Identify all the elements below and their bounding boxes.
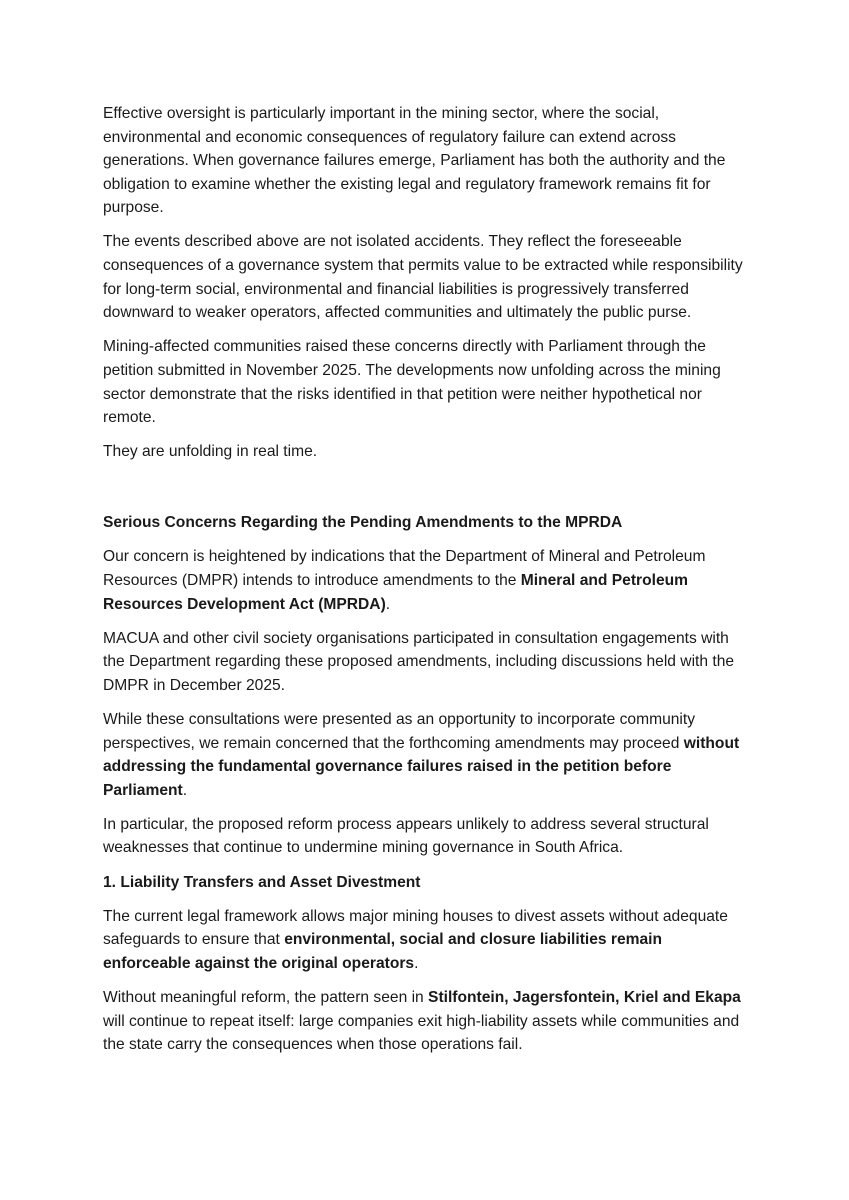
document-page xyxy=(103,102,753,1067)
paragraph-without-reform xyxy=(103,986,753,1057)
paragraph-consultations-concern xyxy=(103,708,753,802)
text-run: . xyxy=(385,595,391,613)
paragraph-legal-framework xyxy=(103,905,753,976)
text-run: Without meaningful reform, the pattern seen in xyxy=(103,988,429,1006)
paragraph-dmpr-amendments xyxy=(103,545,753,616)
paragraph-oversight: Effective oversight is particularly important in the mining sector, where the social, environmental and economic consequences of regulatory failure can extend across generations. When governance failures emerge, Parliament has both the authority and the obligation to examine whether the existing legal and regulatory framework remains fit for purpose. xyxy=(103,105,726,217)
text-run: . xyxy=(182,781,188,799)
bold-text-run: Mineral and Petroleum Resources Development Act (MPRDA) xyxy=(103,572,689,613)
bold-text-run: without addressing the fundamental governance failures raised in the petition before Parliament xyxy=(103,734,740,799)
text-run: will continue to repeat itself: large companies exit high-liability assets while communities and the state carry the consequences when those operations fail. xyxy=(103,1012,740,1054)
paragraph-communities: Mining-affected communities raised these concerns directly with Parliament through the petition submitted in November 2025. The developments now unfolding across the mining sector demonstrate that the risks identified in that petition were neither hypothetical nor remote. xyxy=(103,338,721,427)
text-run: While these consultations were presented as an opportunity to incorporate community perspectives, we remain concerned that the forthcoming amendments may proceed xyxy=(103,710,696,752)
paragraph-events: The events described above are not isolated accidents. They reflect the foreseeable consequences of a governance system that permits value to be extracted while responsibility for long-term social, environmental and financial liabilities is progressively transferred downward to weaker operators, affected communities and ultimately the public purse. xyxy=(103,233,743,322)
text-run: The current legal framework allows major mining houses to divest assets without adequate safeguards to ensure that xyxy=(103,907,728,949)
paragraph-macua-consultation: MACUA and other civil society organisations participated in consultation engagements with the Department regarding these proposed amendments, including discussions held with the DMPR in December 2025. xyxy=(103,629,735,694)
bold-text-run: environmental, social and closure liabilities remain enforceable against the original operators xyxy=(103,931,663,972)
paragraph-real-time: They are unfolding in real time. xyxy=(103,443,318,461)
section-heading-mprda: Serious Concerns Regarding the Pending Amendments to the MPRDA xyxy=(103,514,623,532)
text-run: Our concern is heightened by indications that the Department of Mineral and Petroleum Resources (DMPR) intends to introduce amendments to the xyxy=(103,548,706,589)
section-spacer xyxy=(103,474,753,511)
text-run: . xyxy=(414,954,419,972)
paragraph-structural-weaknesses: In particular, the proposed reform process appears unlikely to address several structural weaknesses that continue to undermine mining governance in South Africa. xyxy=(103,815,709,857)
section-heading-liability-transfers: 1. Liability Transfers and Asset Divestment xyxy=(103,873,421,891)
bold-text-run: Stilfontein, Jagersfontein, Kriel and Ekapa xyxy=(428,988,741,1006)
